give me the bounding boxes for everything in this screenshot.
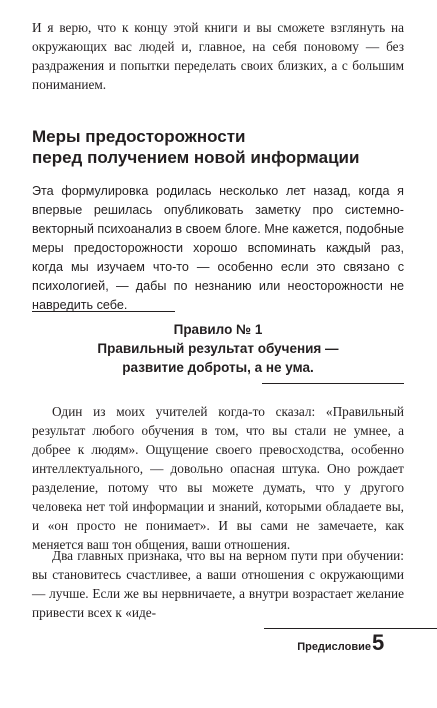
section-title-line-2: перед получением новой информации bbox=[32, 148, 360, 167]
rule-box-line-2: Правильный результат обучения — bbox=[97, 341, 339, 356]
section-title bbox=[32, 126, 404, 168]
rule-box-number: Правило № 1 bbox=[173, 322, 263, 337]
intro-paragraph: И я верю, что к концу этой книги и вы сможете взглянуть на окружающих вас людей и, главное, на себя поновому — без раздражения и попытки переделать своих близких, а с большим пониманием. bbox=[32, 20, 404, 92]
footer-line bbox=[264, 628, 437, 629]
page-number: 5 bbox=[372, 630, 385, 655]
section-title-line-1: Меры предосторожности bbox=[32, 127, 246, 146]
rule-box-top-line bbox=[32, 311, 175, 312]
body-paragraph-2: Два главных признака, что вы на верном пути при обучении: вы становитесь счастливее, а ваши отношения с окружающими — лучше. Если же вы нервничаете, а внутри возрастает желание привести всех к «иде- bbox=[32, 548, 404, 620]
running-footer-label: Предисловие bbox=[297, 641, 371, 653]
rule-box bbox=[32, 320, 404, 377]
rule-box-bottom-line bbox=[262, 383, 404, 384]
rule-box-line-3: развитие доброты, а не ума. bbox=[122, 360, 314, 375]
body-paragraph-1: Один из моих учителей когда-то сказал: «Правильный результат любого обучения в том, что вы стали не умнее, а добрее к людям». Ощущение своего превосходства, особенно интеллектуального, — довольно опасная штука. Оно рождает разделение, потому что вы можете думать, что у другого человека нет той информации и знаний, которыми обладаете вы, и «он просто не понимает». И вы сами не замечаете, как меняется ваш тон общения, ваши отношения. bbox=[32, 404, 404, 552]
section-body: Эта формулировка родилась несколько лет назад, когда я впервые решилась опубликовать заметку про системно-векторный психоанализ в своем блоге. Мне кажется, подобные меры предосторожности хорошо вспоминать каждый раз, когда мы изучаем что-то — особенно если это связано с психологией, — дабы по незнанию или неосторожности не навредить себе. bbox=[32, 184, 404, 312]
